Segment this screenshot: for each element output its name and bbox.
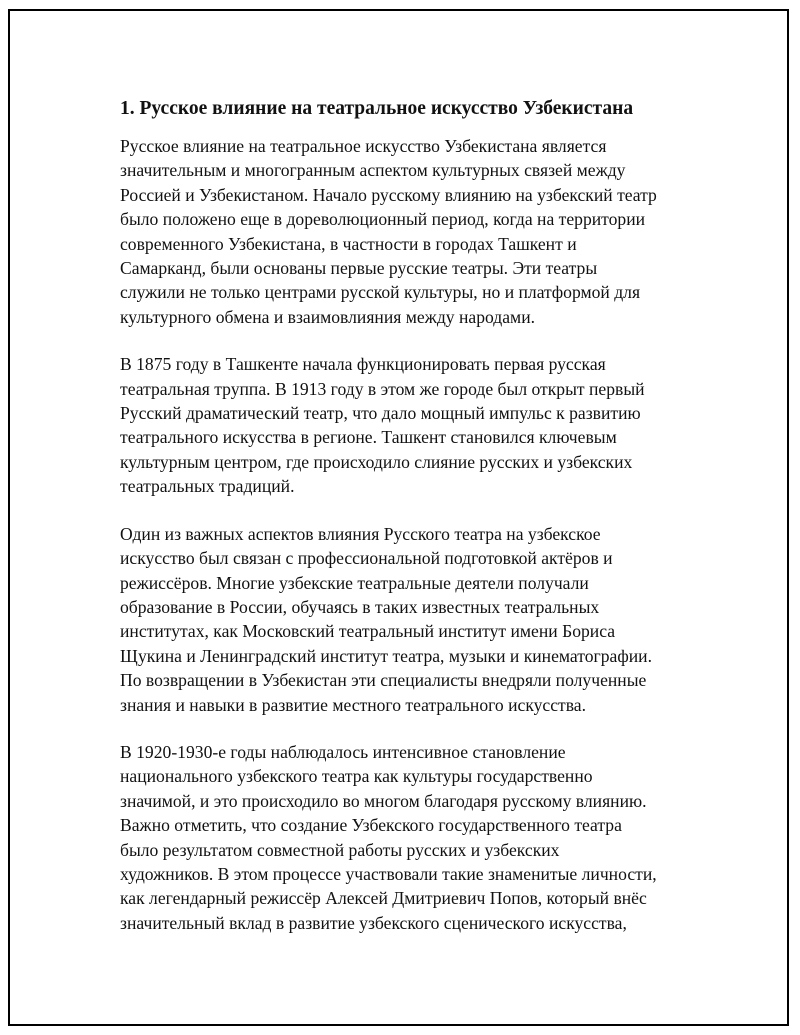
text-line: Россией и Узбекистаном. Начало русскому влиянию на узбекский театр [120,184,657,205]
text-line: Русский драматический театр, что дало мощный импульс к развитию [120,403,641,424]
text-line: Щукина и Ленинградский институт театра, музыки и кинематографии. [120,645,652,666]
text-line: Один из важных аспектов влияния Русского театра на узбекское [120,523,601,544]
paragraph [120,352,700,498]
paragraph [120,740,700,935]
text-line: значительный вклад в развитие узбекского сценического искусства, [120,912,627,933]
text-line: служили не только центрами русской культуры, но и платформой для [120,282,641,303]
text-line: было результатом совместной работы русских и узбекских [120,839,560,860]
text-line: театрального искусства в регионе. Ташкент становился ключевым [120,427,617,448]
text-line: По возвращении в Узбекистан эти специалисты внедряли полученные [120,670,647,691]
text-line: Важно отметить, что создание Узбекского государственного театра [120,815,622,836]
text-line: художников. В этом процессе участвовали такие знаменитые личности, [120,863,657,884]
text-line: значимой, и это происходило во многом благодаря русскому влиянию. [120,790,647,811]
document-body [120,96,700,958]
text-line: искусство был связан с профессиональной подготовкой актёров и [120,548,613,569]
text-line: театральная труппа. В 1913 году в этом же городе был открыт первый [120,378,645,399]
paragraphs-container [120,134,700,935]
text-line: знания и навыки в развитие местного театрального искусства. [120,694,587,715]
text-line: как легендарный режиссёр Алексей Дмитриевич Попов, который внёс [120,888,647,909]
text-line: национального узбекского театра как культуры государственно [120,766,593,787]
text-line: театральных традиций. [120,476,295,497]
text-line: В 1920-1930-е годы наблюдалось интенсивное становление [120,741,566,762]
text-line: режиссёров. Многие узбекские театральные деятели получали [120,572,589,593]
text-line: В 1875 году в Ташкенте начала функционировать первая русская [120,354,606,375]
text-line: культурным центром, где происходило слияние русских и узбекских [120,451,633,472]
paragraph [120,522,700,717]
text-line: Русское влияние на театральное искусство Узбекистана является [120,136,607,156]
document-page [8,9,789,1026]
text-line: значительным и многогранным аспектом культурных связей между [120,160,626,181]
text-line: культурного обмена и взаимовлияния между народами. [120,306,536,327]
text-line: современного Узбекистана, в частности в городах Ташкент и [120,233,577,254]
section-heading: 1. Русское влияние на театральное искусство Узбекистана [120,98,634,119]
paragraph [120,134,700,329]
text-line: Самарканд, были основаны первые русские театры. Эти театры [120,258,598,279]
text-line: образование в России, обучаясь в таких известных театральных [120,596,600,617]
text-line: институтах, как Московский театральный институт имени Бориса [120,621,616,642]
text-line: было положено еще в дореволюционный период, когда на территории [120,209,646,230]
